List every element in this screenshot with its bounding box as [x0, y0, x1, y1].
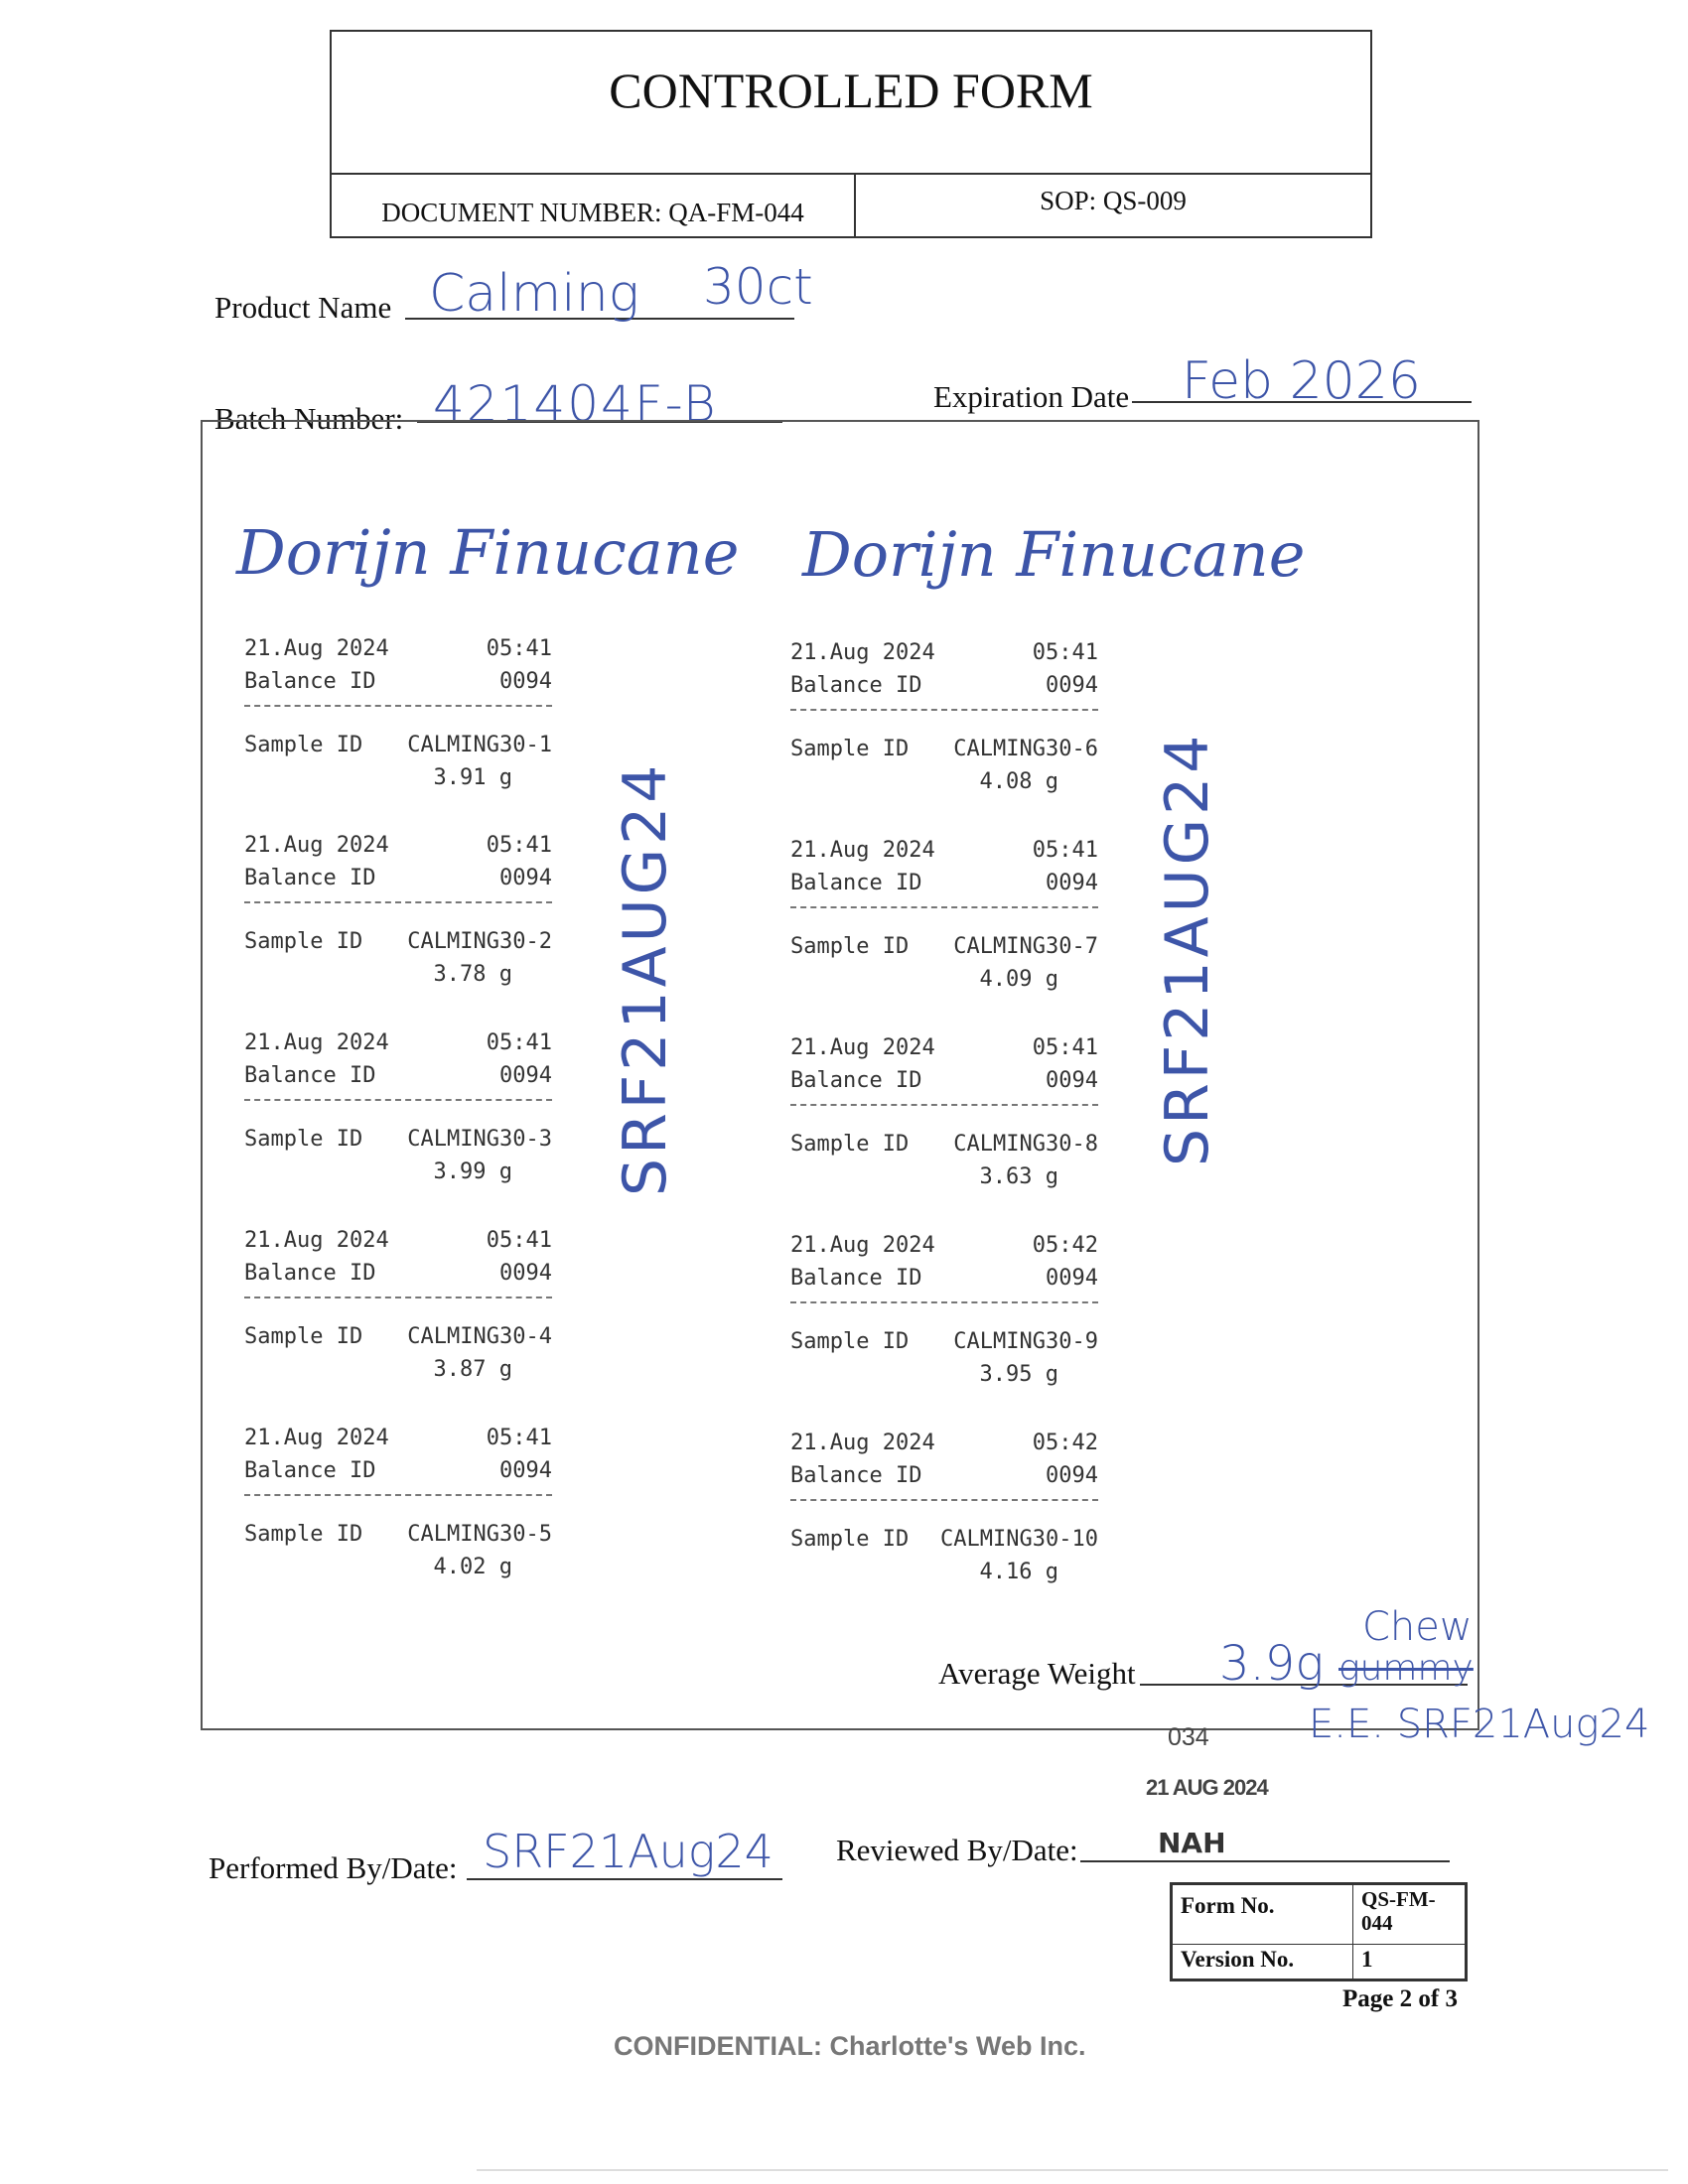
sample-id: CALMING30-2 [407, 929, 552, 954]
form-no-label: Form No. [1173, 1885, 1353, 1945]
balance-label: Balance ID [244, 1063, 376, 1088]
confidential-company: Charlotte's Web Inc. [829, 2031, 1086, 2061]
balance-id: 0094 [1046, 871, 1098, 895]
form-number-table [1172, 1884, 1466, 1979]
reviewed-by-label: Reviewed By/Date: [836, 1833, 1078, 1867]
receipt-date: 21.Aug 2024 [244, 1228, 389, 1253]
sample-label: Sample ID [790, 1527, 910, 1552]
sample-label: Sample ID [790, 934, 910, 959]
page-number: Page 2 of 3 [1342, 1985, 1458, 2012]
sample-weight: 4.02 g [433, 1555, 512, 1579]
sample-label: Sample ID [244, 929, 363, 954]
sample-weight: 4.16 g [979, 1560, 1058, 1584]
balance-label: Balance ID [790, 673, 922, 698]
receipt-time: 05:41 [486, 1030, 552, 1055]
receipt-time: 05:41 [1032, 1035, 1098, 1060]
balance-label: Balance ID [244, 1458, 376, 1483]
expiration-date-value: Feb 2026 [1182, 351, 1421, 411]
balance-id: 0094 [499, 669, 552, 694]
receipt-8 [790, 1031, 1098, 1193]
performed-by-value: SRF21Aug24 [483, 1825, 774, 1878]
stamp-date: 21 AUG 2024 [1146, 1775, 1268, 1800]
form-no-value: QS-FM-044 [1353, 1885, 1466, 1945]
average-note-chew: Chew [1362, 1604, 1473, 1650]
receipt-separator [790, 709, 1098, 711]
vertical-initials-right: SRF21AUG24 [1153, 731, 1222, 1166]
balance-label: Balance ID [244, 669, 376, 694]
sample-id: CALMING30-7 [953, 934, 1098, 959]
balance-id: 0094 [1046, 1068, 1098, 1093]
balance-label: Balance ID [790, 1266, 922, 1291]
receipt-4 [244, 1224, 552, 1386]
receipt-separator [790, 906, 1098, 908]
confidential-notice [614, 2031, 1085, 2062]
performed-by-label: Performed By/Date: [209, 1850, 458, 1885]
balance-id: 0094 [1046, 673, 1098, 698]
receipt-separator [790, 1104, 1098, 1106]
receipt-time: 05:41 [486, 833, 552, 858]
average-weight-value: 3.9g [1219, 1636, 1325, 1692]
receipt-date: 21.Aug 2024 [244, 1030, 389, 1055]
sample-weight: 3.95 g [979, 1362, 1058, 1387]
sample-weight: 3.63 g [979, 1164, 1058, 1189]
sample-id: CALMING30-5 [407, 1522, 552, 1547]
sample-label: Sample ID [244, 1324, 363, 1349]
receipt-7 [790, 834, 1098, 996]
sample-weight: 3.99 g [433, 1160, 512, 1184]
document-number: DOCUMENT NUMBER: QA-FM-044 [332, 175, 856, 236]
signature-left: Dorijn Finucane [236, 516, 740, 589]
form-number-box [1170, 1882, 1468, 1981]
average-correction-initials: E.E. SRF21Aug24 [1309, 1702, 1650, 1747]
balance-label: Balance ID [244, 1261, 376, 1286]
version-no-value: 1 [1353, 1944, 1466, 1979]
receipt-10 [790, 1427, 1098, 1588]
product-name-value: Calming [429, 264, 639, 324]
expiration-date-label: Expiration Date [933, 379, 1130, 414]
balance-label: Balance ID [790, 1068, 922, 1093]
receipt-separator [244, 1494, 552, 1496]
receipt-separator [244, 1297, 552, 1298]
receipt-date: 21.Aug 2024 [244, 636, 389, 661]
receipt-6 [790, 636, 1098, 798]
receipt-separator [244, 1099, 552, 1101]
receipt-date: 21.Aug 2024 [790, 1035, 935, 1060]
sample-id: CALMING30-10 [940, 1527, 1098, 1552]
sample-label: Sample ID [790, 1329, 910, 1354]
version-no-label: Version No. [1173, 1944, 1353, 1979]
receipt-date: 21.Aug 2024 [790, 1233, 935, 1258]
reviewed-by-value: NAH [1158, 1827, 1226, 1859]
vertical-initials-left: SRF21AUG24 [611, 760, 680, 1196]
balance-id: 0094 [499, 1261, 552, 1286]
receipt-time: 05:41 [1032, 640, 1098, 665]
sample-id: CALMING30-6 [953, 737, 1098, 761]
sample-id: CALMING30-1 [407, 733, 552, 757]
receipt-time: 05:41 [486, 1228, 552, 1253]
sample-label: Sample ID [244, 733, 363, 757]
receipt-time: 05:41 [486, 1426, 552, 1450]
receipt-2 [244, 829, 552, 991]
signature-right: Dorijn Finucane [802, 518, 1306, 591]
confidential-label: CONFIDENTIAL: [614, 2031, 822, 2061]
sample-weight: 3.87 g [433, 1357, 512, 1382]
form-title: CONTROLLED FORM [609, 63, 1093, 118]
performed-by-line [467, 1878, 782, 1880]
receipt-9 [790, 1229, 1098, 1391]
stamp-number: 034 [1168, 1723, 1209, 1751]
sample-id: CALMING30-8 [953, 1132, 1098, 1157]
sample-label: Sample ID [244, 1522, 363, 1547]
sample-weight: 4.08 g [979, 769, 1058, 794]
balance-id: 0094 [1046, 1463, 1098, 1488]
receipt-separator [790, 1301, 1098, 1303]
product-name-label: Product Name [214, 290, 392, 325]
balance-label: Balance ID [790, 1463, 922, 1488]
receipt-date: 21.Aug 2024 [244, 833, 389, 858]
receipt-time: 05:41 [486, 636, 552, 661]
receipt-1 [244, 632, 552, 794]
receipt-time: 05:42 [1032, 1233, 1098, 1258]
scan-edge-line [477, 2169, 1668, 2171]
average-weight-label: Average Weight [938, 1656, 1136, 1691]
batch-number-label: Batch Number: [214, 401, 404, 436]
balance-label: Balance ID [790, 871, 922, 895]
reviewed-by-line [1080, 1860, 1450, 1862]
sample-weight: 4.09 g [979, 967, 1058, 992]
sample-id: CALMING30-9 [953, 1329, 1098, 1354]
controlled-form-header [330, 30, 1372, 238]
balance-label: Balance ID [244, 866, 376, 890]
receipt-time: 05:41 [1032, 838, 1098, 863]
balance-id: 0094 [499, 1458, 552, 1483]
receipt-separator [244, 901, 552, 903]
receipt-separator [790, 1499, 1098, 1501]
batch-number-value: 421404F-B [433, 375, 718, 433]
receipt-3 [244, 1026, 552, 1188]
sample-id: CALMING30-4 [407, 1324, 552, 1349]
sample-weight: 3.78 g [433, 962, 512, 987]
balance-id: 0094 [1046, 1266, 1098, 1291]
receipt-date: 21.Aug 2024 [244, 1426, 389, 1450]
receipt-5 [244, 1422, 552, 1583]
receipt-date: 21.Aug 2024 [790, 838, 935, 863]
sample-weight: 3.91 g [433, 765, 512, 790]
balance-id: 0094 [499, 866, 552, 890]
average-note-gummy-struck: gummy [1338, 1648, 1474, 1689]
receipt-time: 05:42 [1032, 1431, 1098, 1455]
receipt-date: 21.Aug 2024 [790, 640, 935, 665]
sample-label: Sample ID [790, 737, 910, 761]
sample-label: Sample ID [244, 1127, 363, 1152]
receipt-separator [244, 705, 552, 707]
sop-number: SOP: QS-009 [1040, 185, 1187, 215]
receipt-date: 21.Aug 2024 [790, 1431, 935, 1455]
product-name-count: 30ct [703, 258, 813, 316]
balance-id: 0094 [499, 1063, 552, 1088]
sample-label: Sample ID [790, 1132, 910, 1157]
sample-id: CALMING30-3 [407, 1127, 552, 1152]
header-info-row [332, 173, 1370, 236]
